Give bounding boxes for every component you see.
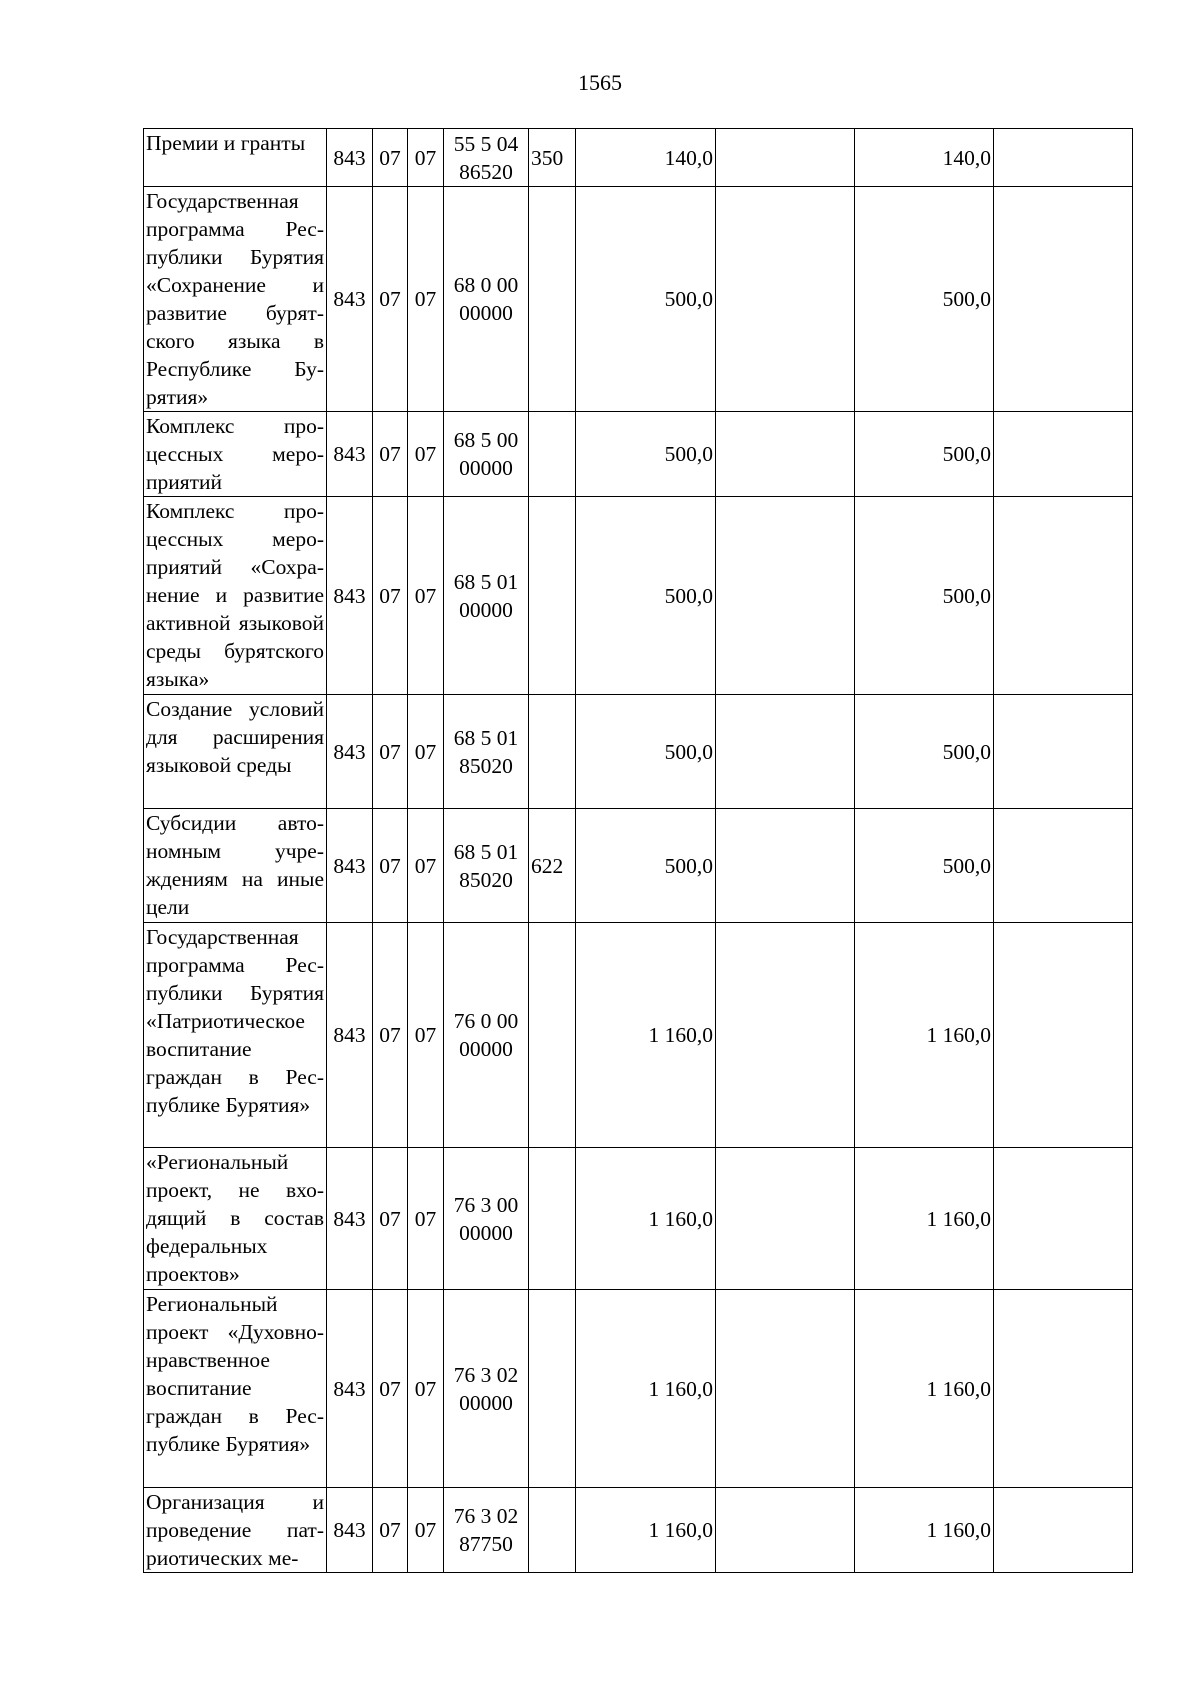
row-amount-2 [716,187,855,412]
row-amount-4 [994,129,1133,187]
row-section: 07 [373,497,408,695]
row-amount-1: 500,0 [576,695,716,809]
row-amount-4 [994,412,1133,497]
row-subsection: 07 [408,1290,444,1488]
row-amount-2 [716,497,855,695]
row-name: Субсидии автономным учреждениям на иные цели [144,809,327,923]
row-amount-3: 500,0 [855,412,994,497]
row-expense-type: 350 [529,129,576,187]
row-target-code: 76 0 00 00000 [444,923,529,1148]
row-subsection: 07 [408,809,444,923]
row-subsection: 07 [408,412,444,497]
row-amount-1: 500,0 [576,412,716,497]
table-row [144,412,1133,497]
row-amount-4 [994,1488,1133,1573]
row-amount-1: 500,0 [576,809,716,923]
row-amount-2 [716,695,855,809]
row-section: 07 [373,923,408,1148]
row-amount-3: 1 160,0 [855,1290,994,1488]
row-grbs: 843 [327,1148,373,1290]
row-target-code: 68 5 01 85020 [444,809,529,923]
row-target-code: 76 3 02 87750 [444,1488,529,1573]
row-name: Организация и проведение патриотических ме- [144,1488,327,1573]
row-name: Государственная программа Республики Бурятия «Сохранение и развитие бурятского языка в Республике Бурятия» [144,187,327,412]
table-row [144,1488,1133,1573]
row-grbs: 843 [327,695,373,809]
row-section: 07 [373,1290,408,1488]
row-amount-2 [716,412,855,497]
row-grbs: 843 [327,129,373,187]
table-row [144,187,1133,412]
row-amount-4 [994,187,1133,412]
row-expense-type [529,412,576,497]
row-amount-3: 1 160,0 [855,1488,994,1573]
row-target-code: 68 5 01 00000 [444,497,529,695]
table-row [144,923,1133,1148]
page-number: 1565 [578,70,622,95]
row-target-code: 68 0 00 00000 [444,187,529,412]
row-name: Региональный проект «Духовно-нравственное воспитание граждан в Республике Бурятия» [144,1290,327,1488]
row-section: 07 [373,695,408,809]
row-amount-2 [716,1290,855,1488]
row-amount-1: 500,0 [576,187,716,412]
row-amount-2 [716,1488,855,1573]
row-amount-1: 1 160,0 [576,1148,716,1290]
table-row [144,695,1133,809]
row-amount-1: 1 160,0 [576,1488,716,1573]
row-grbs: 843 [327,1290,373,1488]
row-grbs: 843 [327,412,373,497]
row-target-code: 76 3 00 00000 [444,1148,529,1290]
row-expense-type [529,497,576,695]
row-section: 07 [373,809,408,923]
row-target-code: 76 3 02 00000 [444,1290,529,1488]
row-subsection: 07 [408,1488,444,1573]
row-amount-2 [716,1148,855,1290]
row-target-code: 68 5 00 00000 [444,412,529,497]
row-expense-type [529,1290,576,1488]
row-amount-3: 140,0 [855,129,994,187]
row-name: «Региональный проект, не входящий в состав федеральных проектов» [144,1148,327,1290]
row-amount-3: 500,0 [855,187,994,412]
row-target-code: 68 5 01 85020 [444,695,529,809]
row-grbs: 843 [327,809,373,923]
row-grbs: 843 [327,187,373,412]
table-row [144,1148,1133,1290]
row-amount-1: 1 160,0 [576,1290,716,1488]
row-amount-2 [716,809,855,923]
row-section: 07 [373,129,408,187]
row-subsection: 07 [408,497,444,695]
row-amount-4 [994,497,1133,695]
row-expense-type [529,1148,576,1290]
row-name: Премии и гранты [144,129,327,187]
row-section: 07 [373,187,408,412]
row-amount-3: 1 160,0 [855,923,994,1148]
row-expense-type [529,187,576,412]
row-amount-4 [994,923,1133,1148]
row-name: Государственная программа Республики Бурятия «Патриотическое воспитание граждан в Республике Бурятия» [144,923,327,1148]
row-amount-3: 500,0 [855,809,994,923]
row-subsection: 07 [408,695,444,809]
row-amount-1: 140,0 [576,129,716,187]
row-amount-4 [994,1148,1133,1290]
row-amount-1: 1 160,0 [576,923,716,1148]
row-expense-type [529,695,576,809]
row-expense-type [529,923,576,1148]
row-subsection: 07 [408,923,444,1148]
row-subsection: 07 [408,187,444,412]
row-expense-type: 622 [529,809,576,923]
row-amount-4 [994,809,1133,923]
row-subsection: 07 [408,1148,444,1290]
budget-table [143,128,1133,1573]
row-amount-3: 500,0 [855,695,994,809]
row-name: Создание условий для расширения языковой среды [144,695,327,809]
table-row [144,809,1133,923]
row-amount-3: 1 160,0 [855,1148,994,1290]
row-grbs: 843 [327,923,373,1148]
table-row [144,129,1133,187]
row-name: Комплекс процессных мероприятий «Сохранение и развитие активной языковой среды бурятского языка» [144,497,327,695]
row-target-code: 55 5 04 86520 [444,129,529,187]
table-row [144,497,1133,695]
row-name: Комплекс процессных мероприятий [144,412,327,497]
row-amount-2 [716,923,855,1148]
row-subsection: 07 [408,129,444,187]
row-expense-type [529,1488,576,1573]
row-grbs: 843 [327,497,373,695]
row-amount-3: 500,0 [855,497,994,695]
row-section: 07 [373,1488,408,1573]
row-amount-2 [716,129,855,187]
row-section: 07 [373,1148,408,1290]
table-row [144,1290,1133,1488]
row-amount-4 [994,1290,1133,1488]
row-section: 07 [373,412,408,497]
row-amount-1: 500,0 [576,497,716,695]
row-grbs: 843 [327,1488,373,1573]
row-amount-4 [994,695,1133,809]
